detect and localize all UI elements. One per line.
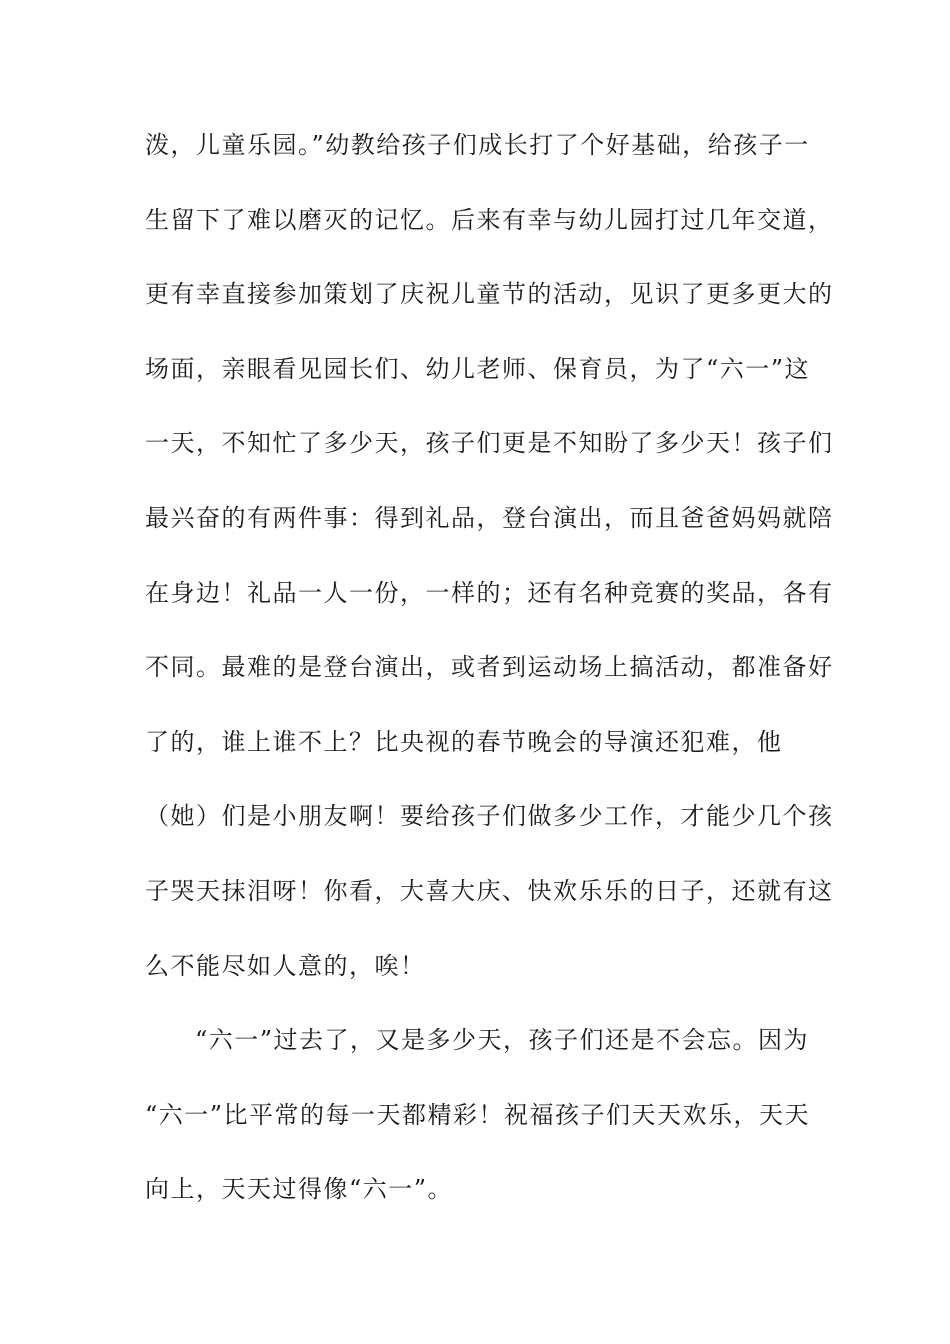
text-line: 最兴奋的有两件事：得到礼品，登台演出，而且爸爸妈妈就陪 — [145, 503, 834, 532]
text-line: 场面，亲眼看见园长们、幼儿老师、保育员，为了“六一”这 — [145, 354, 811, 383]
text-line: 子哭天抹泪呀！你看，大喜大庆、快欢乐乐的日子，还就有这 — [145, 876, 834, 905]
text-line: 更有幸直接参加策划了庆祝儿童节的活动，见识了更多更大的 — [145, 280, 834, 309]
text-line: “六一”比平常的每一天都精彩！祝福孩子们天天欢乐，天天 — [145, 1100, 811, 1129]
text-line: 向上，天天过得像“六一”。 — [145, 1175, 454, 1204]
text-line: 一天，不知忙了多少天，孩子们更是不知盼了多少天！孩子们 — [145, 429, 834, 458]
text-line: 在身边！礼品一人一份，一样的；还有名种竞赛的奖品，各有 — [145, 578, 834, 607]
text-line: 生留下了难以磨灭的记忆。后来有幸与幼儿园打过几年交道， — [145, 205, 834, 234]
body-text — [145, 127, 834, 1246]
text-line: 么不能尽如人意的，唉！ — [145, 951, 426, 980]
text-line: 泼，儿童乐园。”幼教给孩子们成长打了个好基础，给孩子一 — [145, 131, 810, 159]
text-line: 不同。最难的是登台演出，或者到运动场上搞活动，都准备好 — [145, 653, 834, 682]
text-line: （她）们是小朋友啊！要给孩子们做多少工作，才能少几个孩 — [145, 802, 834, 831]
paragraph-start-line: “六一”过去了，又是多少天，孩子们还是不会忘。因为 — [195, 1026, 810, 1055]
text-line: 了的，谁上谁不上？比央视的春节晚会的导演还犯难，他 — [145, 727, 783, 756]
